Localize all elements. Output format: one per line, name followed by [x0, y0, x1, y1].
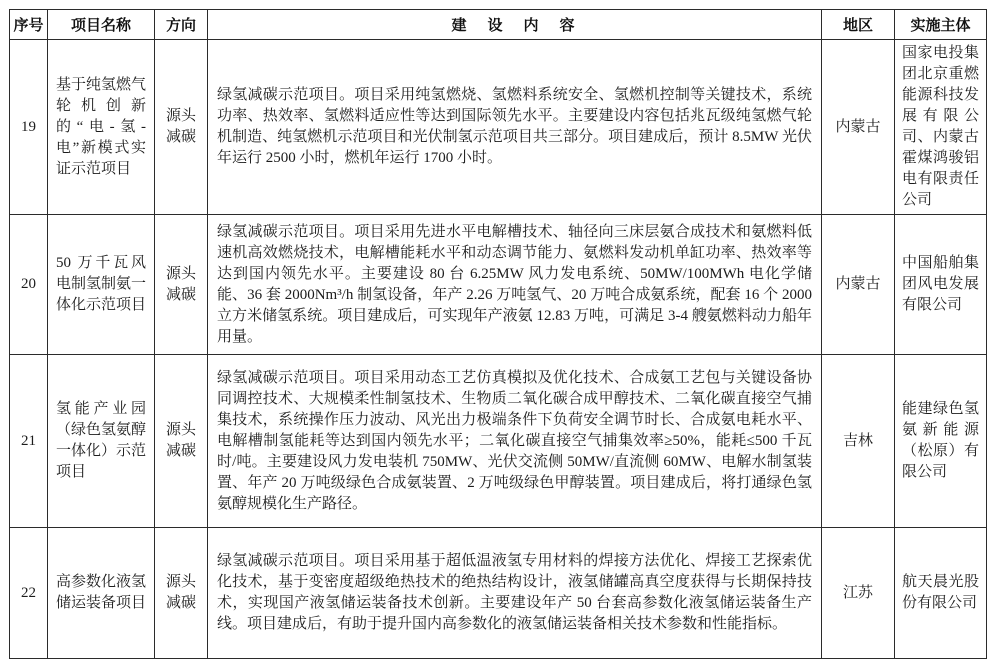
col-header-project-name: 项目名称 [48, 10, 155, 40]
cell-region: 内蒙古 [822, 40, 895, 215]
cell-implementing-entity: 国家电投集团北京重燃能源科技发展有限公司、内蒙古霍煤鸿骏铝电有限责任公司 [895, 40, 987, 215]
col-header-region: 地区 [822, 10, 895, 40]
cell-project-name: 基于纯氢燃气轮机创新的“电-氢-电”新模式实证示范项目 [48, 40, 155, 215]
cell-construction-content: 绿氢减碳示范项目。项目采用基于超低温液氢专用材料的焊接方法优化、焊接工艺探索优化技术，基于变密度超级绝热技术的绝热结构设计，液氢储罐高真空度获得与长期保持技术，实现国产液氢储运装备技术创新。主要建设年产 50 台套高参数化液氢储运装备生产线。项目建成后，有助于提升国内高参数化的液氢储运装备相关技术参数和性能指标。 [208, 528, 822, 659]
col-header-entity: 实施主体 [895, 10, 987, 40]
cell-implementing-entity: 中国船舶集团风电发展有限公司 [895, 215, 987, 355]
cell-project-name: 50 万千瓦风电制氢制氨一体化示范项目 [48, 215, 155, 355]
cell-project-name: 高参数化液氢储运装备项目 [48, 528, 155, 659]
cell-implementing-entity: 航天晨光股份有限公司 [895, 528, 987, 659]
cell-serial-number: 20 [10, 215, 48, 355]
table-row [10, 40, 987, 215]
table-row [10, 528, 987, 659]
cell-construction-content: 绿氢减碳示范项目。项目采用先进水平电解槽技术、轴径向三床层氨合成技术和氨燃料低速机高效燃烧技术，电解槽能耗水平和动态调节能力、氨燃料发动机单缸功率、热效率等达到国内领先水平。主要建设 80 台 6.25MW 风力发电系统、50MW/100MWh 电化学储能、36 套 2000Nm³/h 制氢设备，年产 2.26 万吨氢气、20 万吨合成氨系统，配套 16 个 2000 立方米储氢系统。项目建成后，可实现年产液氨 12.83 万吨，可满足 3-4 艘氨燃料动力船年用量。 [208, 215, 822, 355]
cell-region: 江苏 [822, 528, 895, 659]
cell-construction-content: 绿氢减碳示范项目。项目采用动态工艺仿真模拟及优化技术、合成氨工艺包与关键设备协同调控技术、大规模柔性制氢技术、生物质二氧化碳合成甲醇技术、二氧化碳直接空气捕集技术，系统操作压力波动、风光出力极端条件下负荷安全调节时长、合成氨电耗水平、电解槽制氢能耗等达到国内领先水平；二氧化碳直接空气捕集效率≥50%，能耗≤500 千瓦时/吨。主要建设风力发电装机 750MW、光伏交流侧 50MW/直流侧 60MW、电解水制氢装置、年产 20 万吨级绿色合成氨装置、2 万吨级绿色甲醇装置。项目建成后，将打通绿色氢氨醇规模化生产路径。 [208, 355, 822, 528]
cell-region: 内蒙古 [822, 215, 895, 355]
cell-direction: 源头减碳 [155, 215, 208, 355]
col-header-no: 序号 [10, 10, 48, 40]
cell-region: 吉林 [822, 355, 895, 528]
table-row [10, 355, 987, 528]
table-row [10, 215, 987, 355]
table-body [10, 40, 987, 659]
col-header-content: 建 设 内 容 [208, 10, 822, 40]
header-row [10, 10, 987, 40]
cell-serial-number: 21 [10, 355, 48, 528]
cell-serial-number: 22 [10, 528, 48, 659]
cell-project-name: 氢能产业园（绿色氢氨醇一体化）示范项目 [48, 355, 155, 528]
cell-serial-number: 19 [10, 40, 48, 215]
cell-implementing-entity: 能建绿色氢氨新能源（松原）有限公司 [895, 355, 987, 528]
cell-direction: 源头减碳 [155, 40, 208, 215]
projects-table [9, 9, 987, 659]
cell-direction: 源头减碳 [155, 528, 208, 659]
cell-construction-content: 绿氢减碳示范项目。项目采用纯氢燃烧、氢燃料系统安全、氢燃机控制等关键技术，系统功率、热效率、氢燃料适应性等达到国际领先水平。主要建设内容包括兆瓦级纯氢燃气轮机制造、纯氢燃机示范项目和光伏制氢示范项目共三部分。项目建成后，预计 8.5MW 光伏年运行 2500 小时，燃机年运行 1700 小时。 [208, 40, 822, 215]
col-header-direction: 方向 [155, 10, 208, 40]
cell-direction: 源头减碳 [155, 355, 208, 528]
